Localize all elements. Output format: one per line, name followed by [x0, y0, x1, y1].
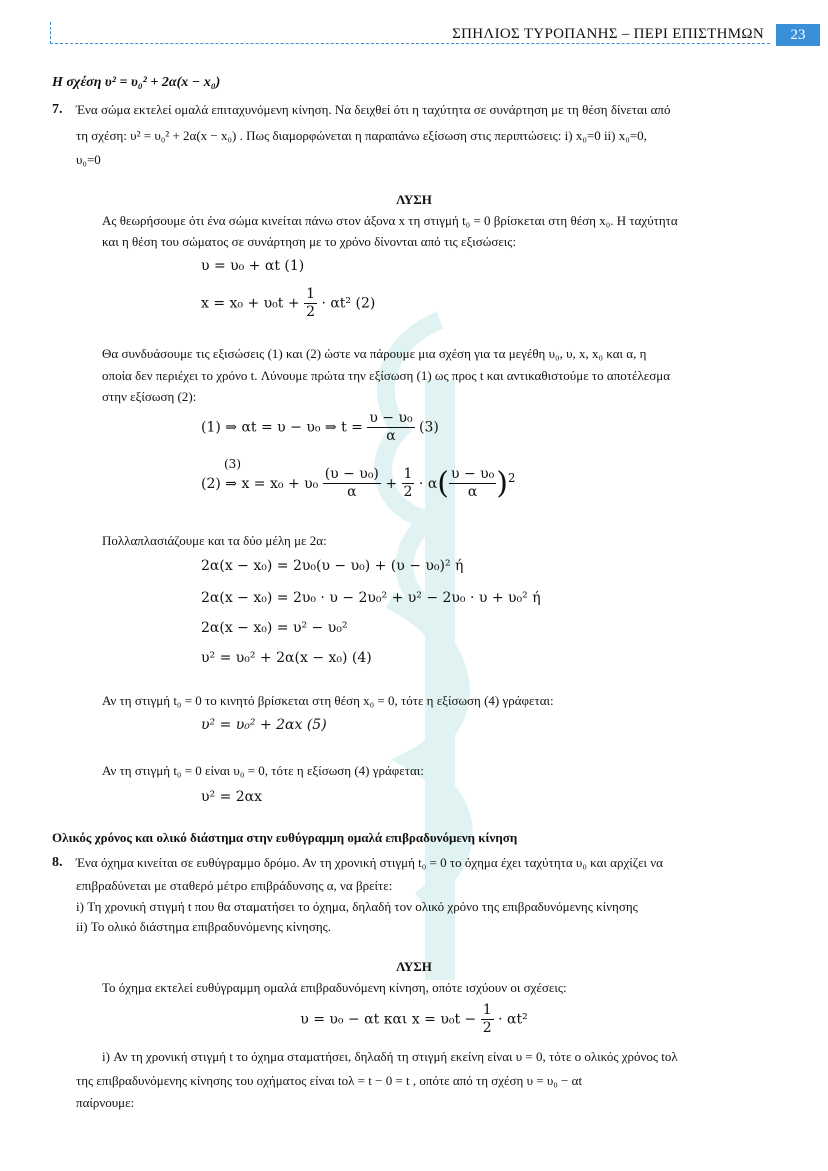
eq-text: υ = υ₀ − αt και x = υ₀t − [300, 1011, 477, 1028]
paren-right: ) [496, 466, 508, 501]
paragraph-line: Αν τη στιγμή t₀ = 0 είναι υ₀ = 0, τότε η εξίσωση (4) γράφεται: [102, 763, 424, 778]
problem-number: 8. [52, 855, 63, 870]
eq-text: + [385, 475, 398, 492]
numerator: 1 [482, 1002, 492, 1018]
eq-text: · αt² [498, 1011, 528, 1028]
denominator: 2 [306, 303, 315, 320]
paragraph-line: στην εξίσωση (2): [102, 389, 197, 404]
fraction [323, 466, 381, 501]
paragraph-line: Θα συνδυάσουμε τις εξισώσεις (1) και (2) ώστε να πάρουμε μια σχέση για τα μεγέθη υ₀, υ, x, x₀ και α, η [102, 346, 647, 361]
equation-2 [201, 286, 375, 321]
equation-4 [201, 462, 515, 506]
paragraph-line: οποία δεν περιέχει το χρόνο t. Λύνουμε πρώτα την εξίσωση (1) ως προς t και αντικαθιστούμε το αποτέλεσμα [102, 368, 671, 383]
eq-text: (2) ⇒ x = x₀ + υ₀ [201, 475, 319, 492]
equation-6: 2α(x − x₀) = 2υ₀ · υ − 2υ₀² + υ² − 2υ₀ · υ + υ₀² ή [201, 590, 541, 606]
equation-4-mark: (3) [224, 457, 241, 471]
paragraph-line: Ας θεωρήσουμε ότι ένα σώμα κινείται πάνω στον άξονα x τη στιγμή t₀ = 0 βρίσκεται στη θέση x₀. Η ταχύτητα [102, 213, 678, 228]
problem-number: 7. [52, 102, 63, 117]
numerator: 1 [306, 286, 315, 302]
eq-text: x = x₀ + υ₀t + [201, 295, 300, 312]
problem-text-line: υ₀=0 [76, 152, 101, 167]
problem-text-line: ii) Το ολικό διάστημα επιβραδυνόμενης κίνησης. [76, 919, 332, 934]
fraction [367, 410, 414, 445]
numerator: 1 [403, 466, 413, 483]
section-heading: Ολικός χρόνος και ολικό διάστημα στην ευθύγραμμη ομαλά επιβραδυνόμενη κίνηση [52, 830, 518, 845]
page-number: 23 [776, 24, 820, 46]
problem-text-line: i) Τη χρονική στιγμή t που θα σταματήσει το όχημα, δηλαδή τον ολικό χρόνο της επιβραδυνόμενης κίνησης [76, 899, 638, 914]
fraction [449, 466, 496, 501]
paragraph-line: παίρνουμε: [76, 1095, 135, 1110]
equation-7: 2α(x − x₀) = υ² − υ₀² [201, 620, 348, 636]
section-heading: Η σχέση υ² = υ₀² + 2α(x − x₀) [52, 75, 221, 90]
paragraph-line: i) Αν τη χρονική στιγμή t το όχημα σταματήσει, δηλαδή τη στιγμή εκείνη είναι υ = 0, τότε ο ολικός χρόνος tολ [102, 1049, 678, 1064]
fraction [402, 466, 415, 501]
equation-8: υ² = υ₀² + 2α(x − x₀) (4) [201, 650, 372, 666]
paren-left: ( [437, 466, 449, 501]
fraction [304, 286, 317, 321]
numerator: υ − υ₀ [369, 410, 413, 426]
problem-text-line: Ένα σώμα εκτελεί ομαλά επιταχυνόμενη κίνηση. Να δειχθεί ότι η ταχύτητα σε συνάρτηση με τη θέση δίνεται από [76, 102, 671, 117]
denominator: α [347, 484, 357, 501]
denominator: 2 [482, 1019, 492, 1036]
exponent: 2 [507, 471, 516, 486]
paragraph-line: της επιβραδυνόμενης κίνησης του οχήματος είναι tολ = t − 0 = t , οπότε από τη σχέση υ = υ₀ − αt [76, 1073, 583, 1088]
denominator: 2 [403, 484, 413, 501]
eq-label: (3) [419, 419, 439, 436]
header-title: ΣΠΗΛΙΟΣ ΤΥΡΟΠΑΝΗΣ – ΠΕΡΙ ΕΠΙΣΤΗΜΩΝ [452, 26, 764, 42]
numerator: (υ − υ₀) [324, 466, 379, 483]
equation-motion [0, 1002, 828, 1037]
problem-text-line: τη σχέση: υ² = υ₀² + 2α(x − x₀) . Πως διαμορφώνεται η παραπάνω εξίσωση στις περιπτώσεις: i) x₀=0 ii) x₀=0, [76, 128, 647, 143]
eq-text: (1) ⇒ αt = υ − υ₀ ⇒ t = [201, 419, 363, 436]
eq-text: · α [418, 475, 438, 492]
paragraph-line: Αν τη στιγμή t₀ = 0 το κινητό βρίσκεται στη θέση x₀ = 0, τότε η εξίσωση (4) γράφεται: [102, 693, 554, 708]
equation-5: 2α(x − x₀) = 2υ₀(υ − υ₀) + (υ − υ₀)² ή [201, 558, 464, 574]
paragraph-line: και η θέση του σώματος σε συνάρτηση με το χρόνο δίνονται από τις εξισώσεις: [102, 234, 517, 249]
solution-title: ΛΥΣΗ [396, 192, 432, 207]
problem-text-line: επιβραδύνεται με σταθερό μέτρο επιβράδυνσης α, να βρείτε: [76, 878, 393, 893]
equation-1: υ = υ₀ + αt (1) [201, 258, 305, 274]
problem-text-line: Ένα όχημα κινείται σε ευθύγραμμο δρόμο. Αν τη χρονική στιγμή t₀ = 0 το όχημα έχει ταχύτητα υ₀ και αρχίζει να [76, 855, 663, 870]
equation-9: υ² = υ₀² + 2αx (5) [201, 717, 327, 733]
eq-text: · αt² (2) [321, 295, 376, 312]
paragraph-line: Πολλαπλασιάζουμε και τα δύο μέλη με 2α: [102, 533, 327, 548]
paragraph-line: Το όχημα εκτελεί ευθύγραμμη ομαλά επιβραδυνόμενη κίνηση, οπότε ισχύουν οι σχέσεις: [102, 980, 567, 995]
numerator: υ − υ₀ [451, 466, 495, 483]
equation-3 [201, 410, 439, 445]
denominator: α [386, 427, 396, 444]
solution-title: ΛΥΣΗ [396, 959, 432, 974]
header-border-left [50, 22, 51, 44]
denominator: α [467, 484, 478, 501]
equation-10: υ² = 2αx [201, 789, 263, 805]
fraction [481, 1002, 494, 1037]
